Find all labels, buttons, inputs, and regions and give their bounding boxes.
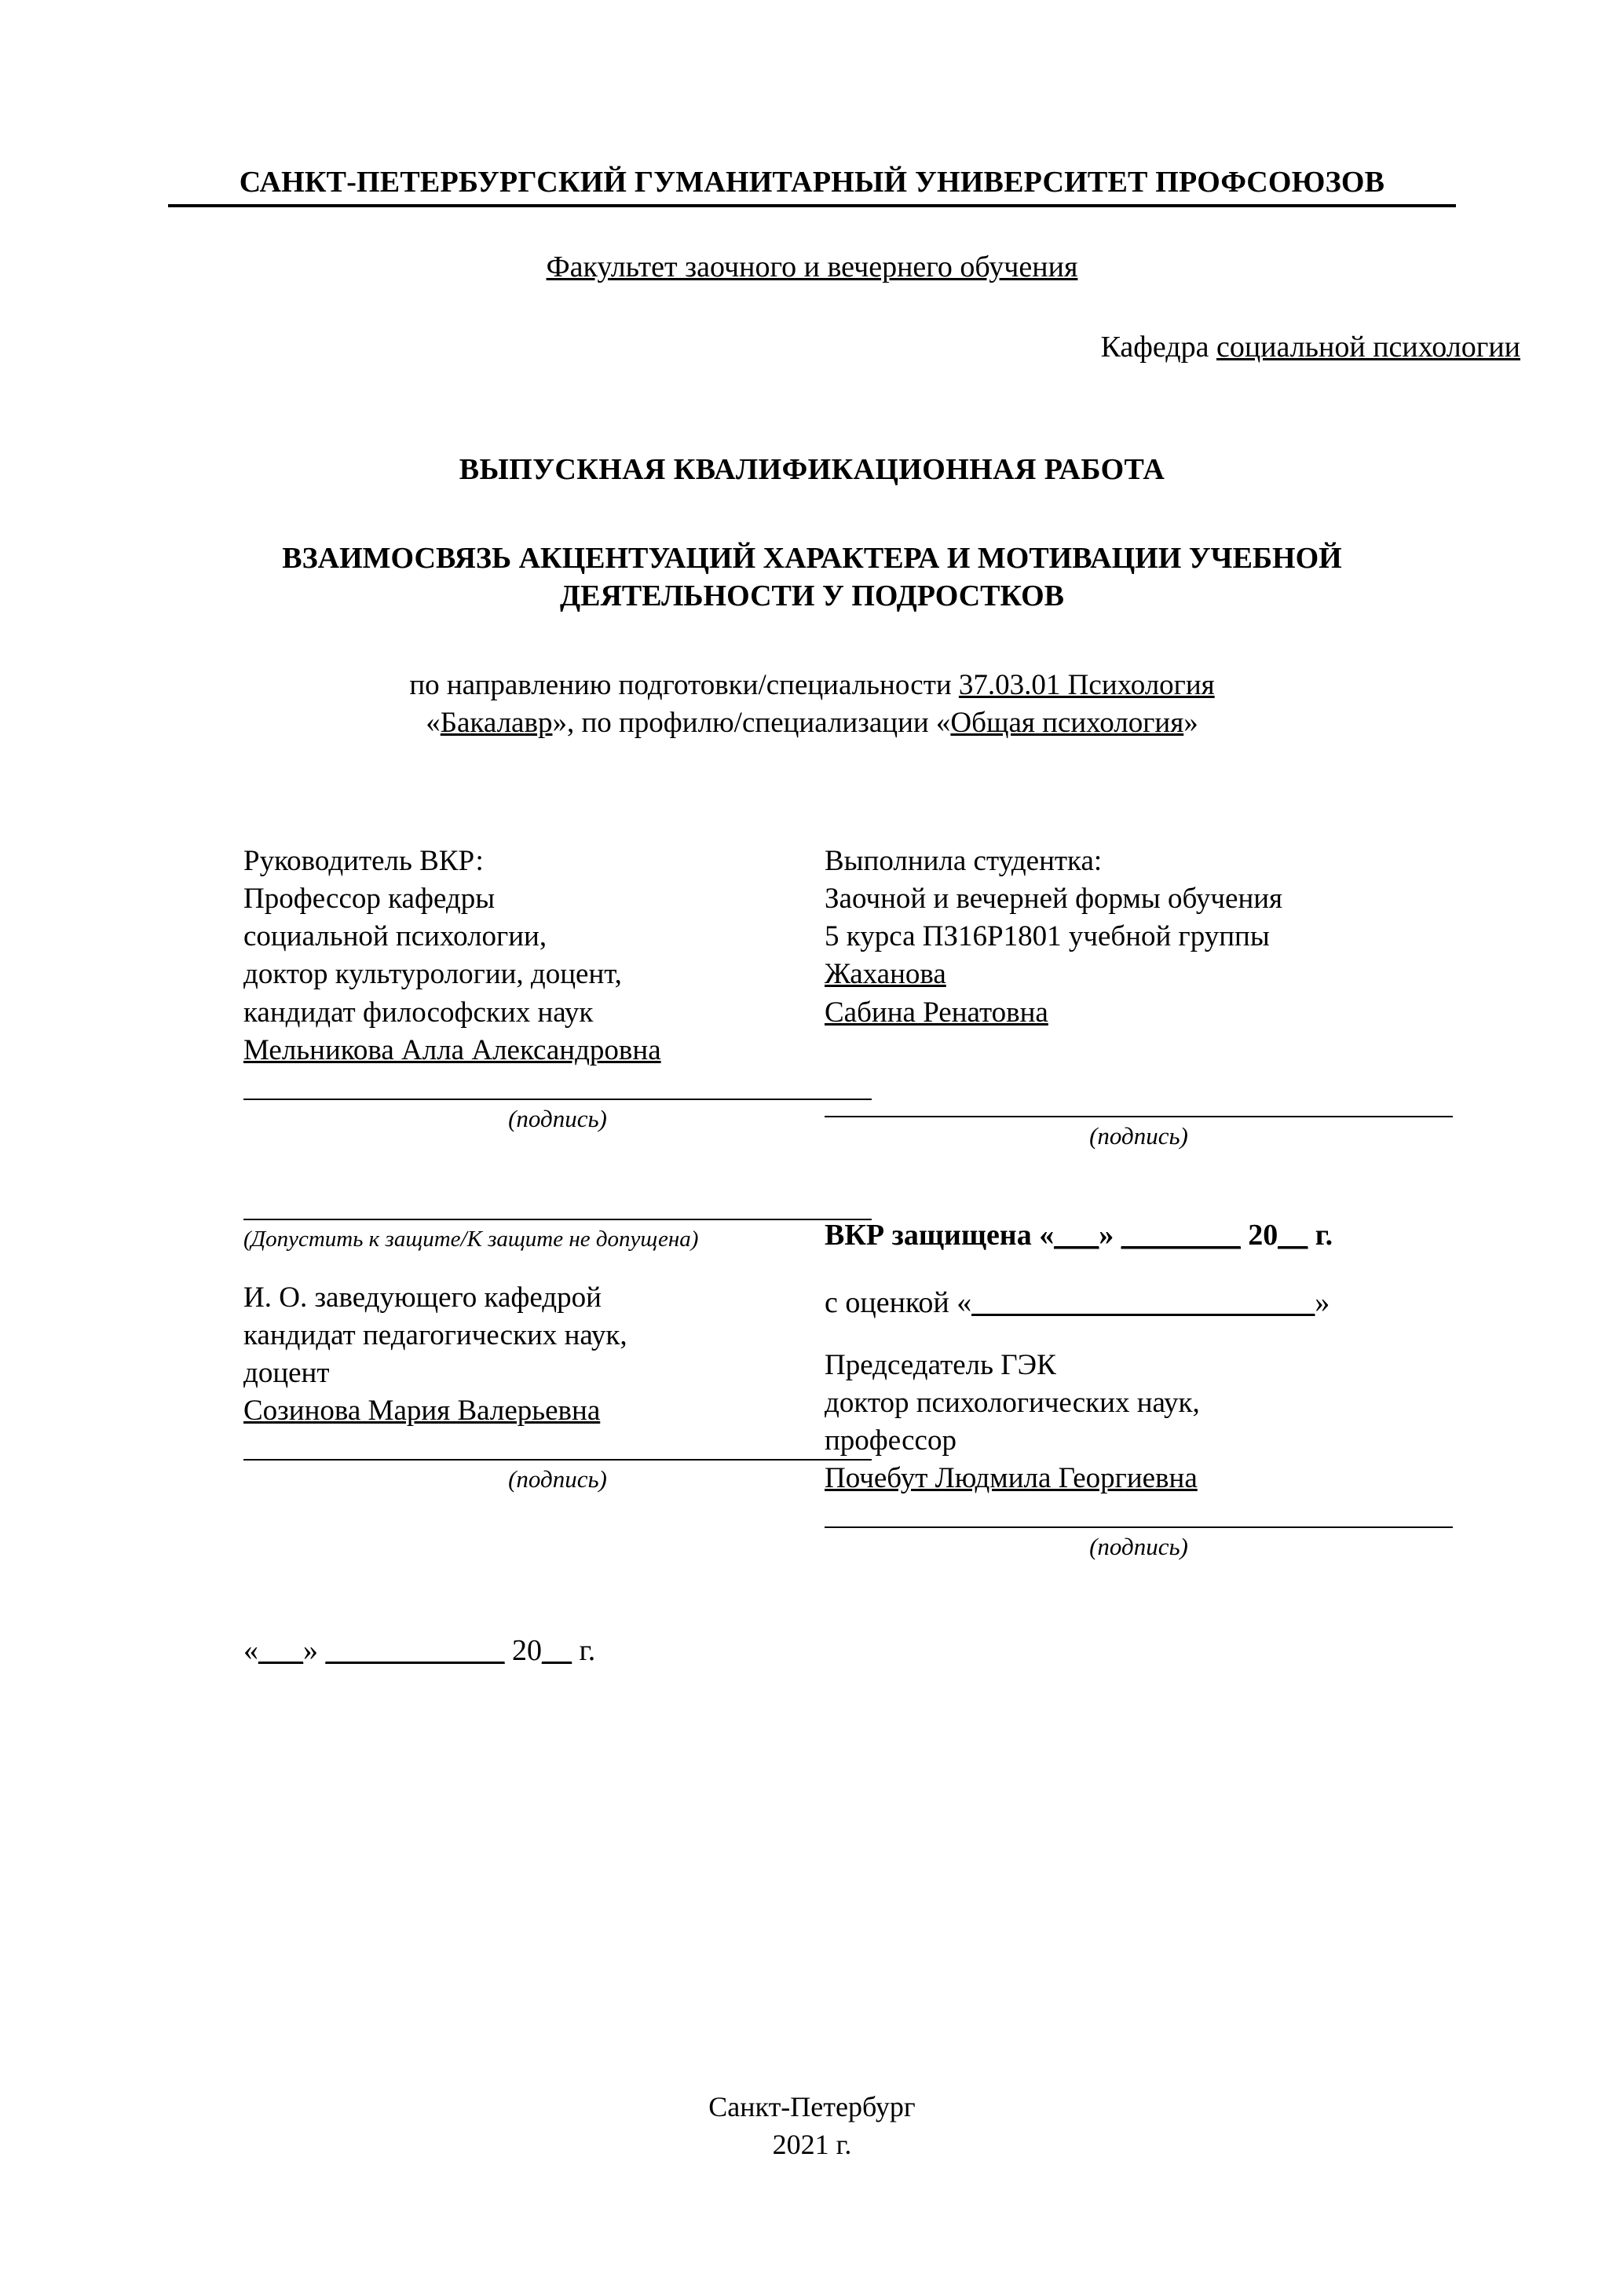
program-info [86,667,1538,742]
admission-date-year-blank: __ [542,1634,572,1668]
program-profile: Общая психология [950,707,1184,740]
city: Санкт-Петербург [708,2090,916,2122]
admission-date-line [86,1633,1538,1668]
head-position-2: кандидат педагогических наук, [243,1318,627,1351]
department-line [86,330,1538,364]
supervisor-block [86,843,777,1150]
student-group-suffix: учебной группы [1061,920,1270,953]
university-name: САНКТ-ПЕТЕРБУРГСКИЙ ГУМАНИТАРНЫЙ УНИВЕРСИТЕТ ПРОФСОЮЗОВ [168,165,1456,207]
defense-month-blank: ________ [1121,1218,1241,1252]
admission-date-year-prefix: 20 [504,1634,542,1668]
admission-date-year-suffix: г. [572,1634,596,1668]
chair-signature-caption: (подпись) [1089,1533,1188,1561]
grade-label: с оценкой « [825,1285,972,1319]
admission-date-quote-close: » [303,1634,326,1668]
program-degree: Бакалавр [440,707,553,740]
supervisor-position-1: Профессор кафедры [243,883,496,916]
head-position-1: И. О. заведующего кафедрой [243,1281,602,1314]
document-type: ВЫПУСКНАЯ КВАЛИФИКАЦИОННАЯ РАБОТА [459,453,1165,486]
admission-block [86,1218,777,1561]
grade-quote-close: » [1315,1285,1330,1319]
supervisor-name: Мельникова Алла Александровна [243,1033,661,1066]
defense-quote-open: « [1039,1218,1055,1252]
spacer [243,1252,777,1279]
student-signature-caption: (подпись) [1089,1121,1188,1150]
student-block [777,843,1531,1150]
spacer [825,1032,1531,1087]
admission-date-day-blank: ___ [258,1634,303,1668]
signature-block-top [86,843,1538,1150]
admission-date-month-blank: ____________ [325,1634,505,1668]
chair-position-1: доктор психологических наук, [825,1386,1200,1419]
defense-date-line [825,1218,1531,1252]
footer [0,2088,1624,2164]
defense-year-suffix: г. [1315,1218,1333,1252]
head-name: Созинова Мария Валерьевна [243,1394,601,1427]
department-prefix: Кафедра [1100,331,1216,364]
supervisor-position-4: кандидат философских наук [243,996,594,1029]
year: 2021 г. [772,2129,852,2161]
program-quote-close: » [1183,707,1198,740]
spacer [825,1320,1531,1347]
student-given-name: Сабина Ренатовна [825,996,1048,1029]
supervisor-position-2: социальной психологии, [243,920,547,953]
defense-year-blank: __ [1278,1218,1308,1252]
student-signature-rule [825,1115,1453,1117]
head-position-3: доцент [243,1356,330,1389]
faculty-name [86,250,1538,284]
chair-position-2: профессор [825,1424,956,1457]
grade-line [825,1285,1531,1320]
thesis-title: ВЗАИМОСВЯЗЬ АКЦЕНТУАЦИЙ ХАРАКТЕРА И МОТИВАЦИИ УЧЕБНОЙ ДЕЯТЕЛЬНОСТИ У ПОДРОСТКОВ [282,542,1342,612]
faculty-name-text: Факультет заочного и вечернего обучения [546,250,1078,283]
student-form: Заочной и вечерней формы обучения [825,883,1283,916]
student-group-line [825,918,1531,956]
program-degree-quote-open: « [426,707,441,740]
signature-block-bottom [86,1218,1538,1561]
defense-label: ВКР защищена [825,1218,1032,1252]
chair-label: Председатель ГЭК [825,1348,1056,1381]
defense-block [777,1218,1531,1561]
chair-name: Почебут Людмила Георгиевна [825,1461,1198,1494]
department-name: социальной психологии [1216,331,1520,364]
defense-quote-close: » [1099,1218,1114,1252]
student-surname: Жаханова [825,958,946,991]
supervisor-label: Руководитель ВКР: [243,845,484,878]
defense-year-prefix: 20 [1248,1218,1278,1252]
head-signature-caption: (подпись) [508,1465,607,1493]
student-label: Выполнила студентка: [825,845,1103,878]
student-course-group: 5 курса ПЗ16Р1801 [825,920,1062,953]
supervisor-position-3: доктор культурологии, доцент, [243,958,622,991]
grade-blank: _______________________ [971,1285,1315,1319]
supervisor-signature-caption: (подпись) [508,1104,607,1132]
admission-date-quote-open: « [243,1634,258,1668]
defense-day-blank: ___ [1054,1218,1099,1252]
chair-signature-rule [825,1526,1453,1528]
program-direction-prefix: по направлению подготовки/специальности [409,669,959,701]
program-direction-code: 37.03.01 Психология [958,669,1215,701]
program-profile-prefix: », по профилю/специализации « [552,707,951,740]
admission-caption: (Допустить к защите/К защите не допущена) [243,1226,699,1252]
